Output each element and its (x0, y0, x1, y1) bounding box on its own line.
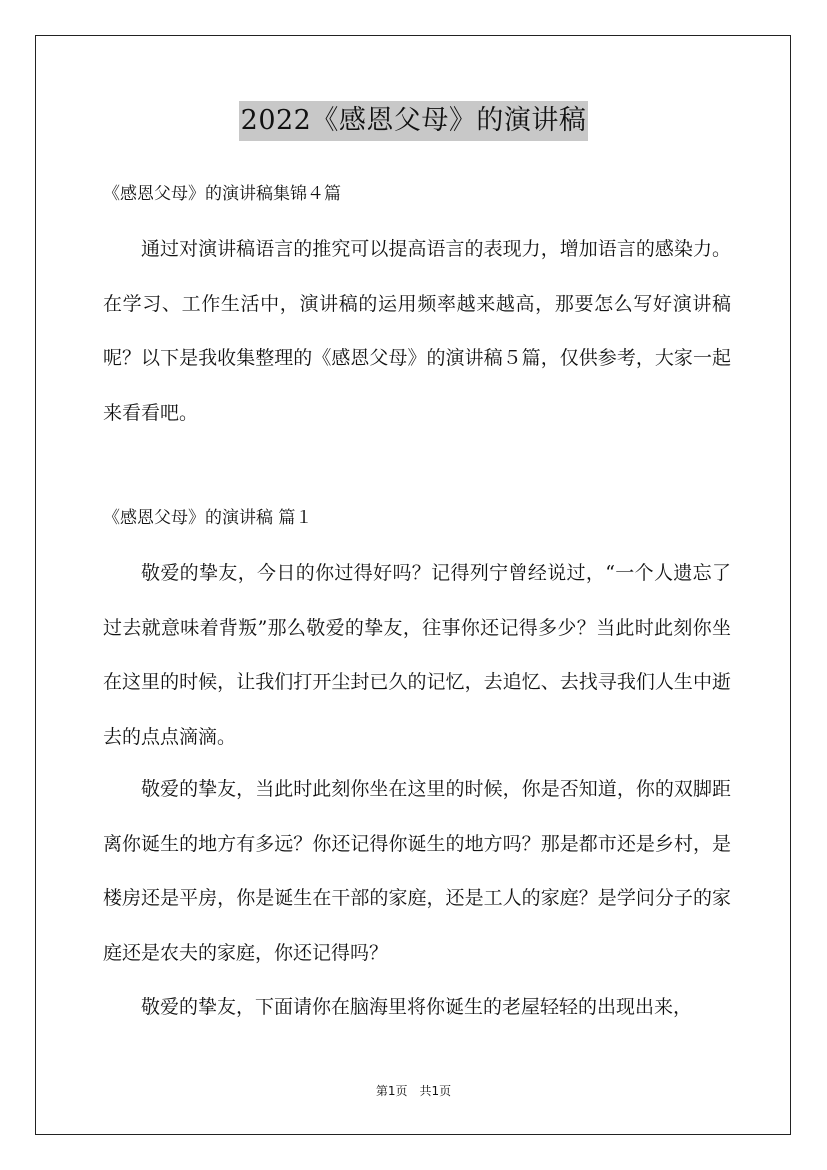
body-paragraph-3: 敬爱的挚友，下面请你在脑海里将你诞生的老屋轻轻的出现出来， (141, 996, 693, 1018)
document-subtitle: 《感恩父母》的演讲稿集锦４篇 (103, 184, 341, 204)
document-title-container (0, 101, 827, 141)
document-title: 2022《感恩父母》的演讲稿 (239, 101, 589, 141)
body-paragraph-1: 敬爱的挚友，今日的你过得好吗？记得列宁曾经说过，“一个人遗忘了过去就意味着背叛”那么敬爱的挚友，往事你还记得多少？当此时此刻你坐在这里的时候，让我们打开尘封已久的记忆，去追忆、去找寻我们人生中逝去的点点滴滴。 (103, 562, 731, 749)
body-paragraph-2: 敬爱的挚友，当此时此刻你坐在这里的时候，你是否知道，你的双脚距离你诞生的地方有多远？你还记得你诞生的地方吗？那是都市还是乡村，是楼房还是平房，你是诞生在干部的家庭，还是工人的家庭？是学问分子的家庭还是农夫的家庭，你还记得吗？ (103, 778, 731, 965)
page-footer: 第1页 共1页 (375, 1084, 452, 1098)
intro-paragraph: 通过对演讲稿语言的推究可以提高语言的表现力，增加语言的感染力。在学习、工作生活中，演讲稿的运用频率越来越高，那要怎么写好演讲稿呢？以下是我收集整理的《感恩父母》的演讲稿５篇，仅供参考，大家一起来看看吧。 (103, 238, 731, 425)
section-heading: 《感恩父母》的演讲稿 篇１ (103, 508, 313, 528)
